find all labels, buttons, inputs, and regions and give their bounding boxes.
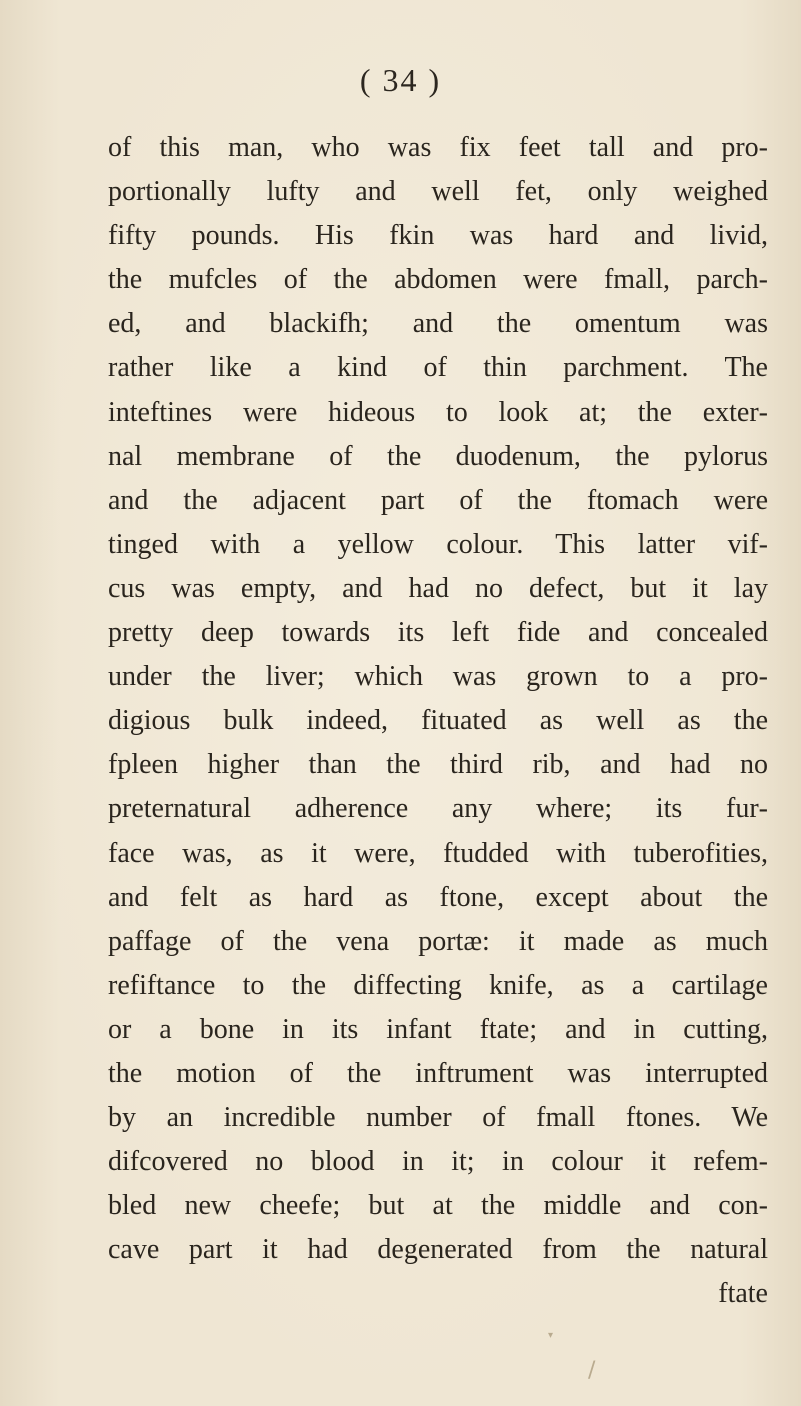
text-line: tinged with a yellow colour. This latter vif‑ xyxy=(108,528,768,560)
text-line: and the adjacent part of the ftomach were xyxy=(108,484,768,516)
text-line: bled new cheefe; but at the middle and con‑ xyxy=(108,1190,768,1222)
text-line: portionally lufty and well fet, only weighed xyxy=(108,176,768,208)
text-line: fifty pounds. His fkin was hard and livid, xyxy=(108,220,768,252)
text-line: or a bone in its infant ftate; and in cutting, xyxy=(108,1013,768,1045)
catchword: ftate xyxy=(718,1278,768,1310)
text-line: cave part it had degenerated from the natural xyxy=(108,1234,768,1266)
text-line: refiftance to the diffecting knife, as a cartilage xyxy=(108,969,768,1001)
text-line: nal membrane of the duodenum, the pylorus xyxy=(108,440,768,472)
body-text xyxy=(108,126,768,1317)
text-line: and felt as hard as ftone, except about the xyxy=(108,881,768,913)
text-line: digious bulk indeed, fituated as well as the xyxy=(108,705,768,737)
text-line: rather like a kind of thin parchment. The xyxy=(108,352,768,384)
page-number: ( 34 ) xyxy=(359,62,442,98)
text-line: paffage of the vena portæ: it made as much xyxy=(108,925,768,957)
text-line: cus was empty, and had no defect, but it lay xyxy=(108,572,768,604)
text-line: of this man, who was fix feet tall and pro‑ xyxy=(108,132,768,163)
text-line: by an incredible number of fmall ftones. We xyxy=(108,1102,768,1134)
text-line: pretty deep towards its left fide and concealed xyxy=(108,617,768,649)
text-line: under the liver; which was grown to a pro‑ xyxy=(108,661,768,693)
paper-mark: / xyxy=(588,1358,596,1383)
text-line: the motion of the inftrument was interrupted xyxy=(108,1057,768,1089)
text-line: face was, as it were, ftudded with tuberofities, xyxy=(108,837,768,869)
text-line: fpleen higher than the third rib, and had no xyxy=(108,749,768,781)
text-line: ed, and blackifh; and the omentum was xyxy=(108,308,768,340)
text-line: difcovered no blood in it; in colour it refem‑ xyxy=(108,1146,768,1178)
text-line: inteftines were hideous to look at; the exter‑ xyxy=(108,396,768,428)
paper-mark: ▾ xyxy=(548,1330,554,1341)
text-line: the mufcles of the abdomen were fmall, parch‑ xyxy=(108,264,768,296)
text-line: preternatural adherence any where; its fur‑ xyxy=(108,793,768,825)
